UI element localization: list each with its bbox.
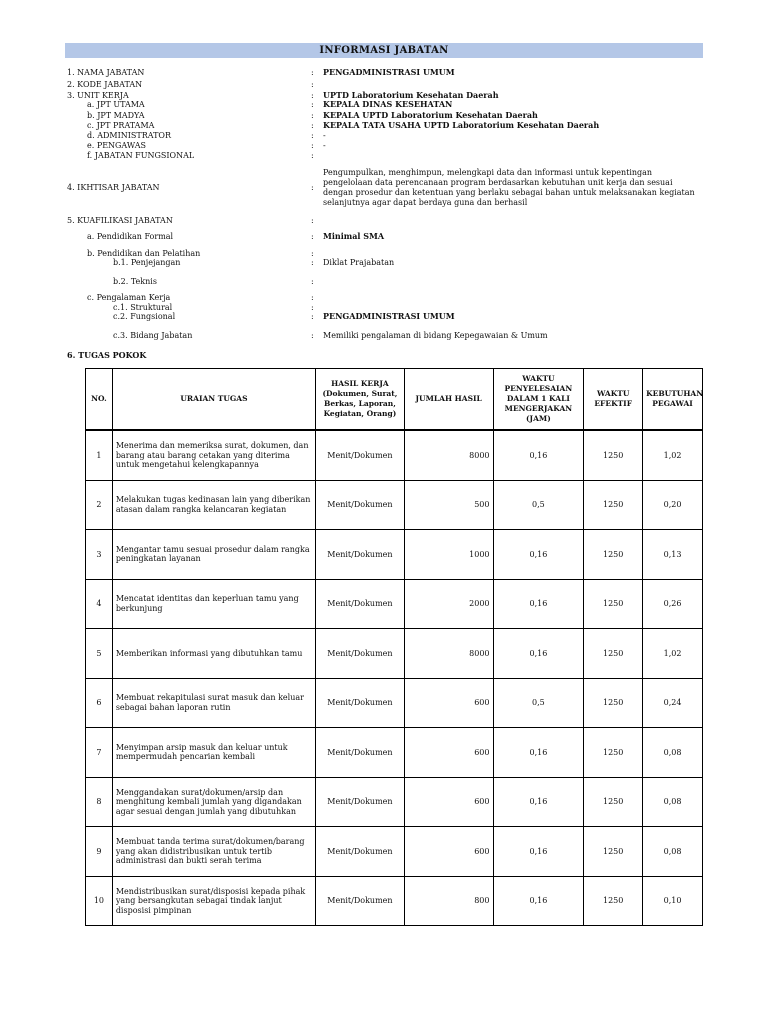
- value-pendidikan-formal: Minimal SMA: [323, 231, 385, 241]
- colon: :: [311, 141, 314, 150]
- cell-jumlah: 8000: [404, 430, 493, 480]
- cell-uraian: Melakukan tugas kedinasan lain yang diberikan atasan dalam rangka kelancaran kegiatan: [112, 480, 315, 530]
- colon: :: [311, 183, 314, 192]
- table-header-row: [86, 369, 703, 431]
- cell-kebutuhan: 0,08: [643, 827, 703, 877]
- cell-hasil: Menit/Dokumen: [316, 678, 405, 728]
- value-jpt-pratama: KEPALA TATA USAHA UPTD Laboratorium Kesehatan Daerah: [323, 120, 600, 130]
- tugas-pokok-heading: 6. TUGAS POKOK: [67, 350, 147, 360]
- cell-waktu: 0,16: [493, 777, 584, 827]
- colon: :: [311, 131, 314, 140]
- cell-waktu: 0,5: [493, 480, 584, 530]
- column-header: HASIL KERJA (Dokumen, Surat, Berkas, Laporan, Kegiatan, Orang): [316, 369, 405, 431]
- value-nama-jabatan: PENGADMINISTRASI UMUM: [323, 67, 455, 77]
- colon: :: [311, 232, 314, 241]
- colon: :: [311, 293, 314, 302]
- cell-waktu: 0,16: [493, 876, 584, 926]
- cell-uraian: Mendistribusikan surat/disposisi kepada pihak yang bersangkutan sebagai tindak lanjut disposisi pimpinan: [112, 876, 315, 926]
- cell-efektif: 1250: [584, 876, 643, 926]
- colon: :: [311, 216, 314, 225]
- cell-kebutuhan: 0,26: [643, 579, 703, 629]
- cell-waktu: 0,16: [493, 629, 584, 679]
- cell-jumlah: 1000: [404, 530, 493, 580]
- cell-jumlah: 600: [404, 777, 493, 827]
- cell-waktu: 0,16: [493, 827, 584, 877]
- cell-efektif: 1250: [584, 430, 643, 480]
- table-row: [86, 430, 703, 480]
- info-section: [0, 0, 768, 360]
- cell-hasil: Menit/Dokumen: [316, 480, 405, 530]
- cell-kebutuhan: 0,08: [643, 777, 703, 827]
- cell-uraian: Membuat rekapitulasi surat masuk dan keluar sebagai bahan laporan rutin: [112, 678, 315, 728]
- value-bidang-jabatan: Memiliki pengalaman di bidang Kepegawaian & Umum: [323, 331, 548, 340]
- cell-hasil: Menit/Dokumen: [316, 827, 405, 877]
- label-pendidikan-formal: a. Pendidikan Formal: [87, 232, 174, 241]
- value-penjejangan: Diklat Prajabatan: [323, 258, 395, 267]
- label-unit-kerja: 3. UNIT KERJA: [67, 91, 129, 100]
- colon: :: [311, 121, 314, 130]
- column-header: KEBUTUHAN PEGAWAI: [643, 369, 703, 431]
- cell-jumlah: 600: [404, 678, 493, 728]
- cell-uraian: Mencatat identitas dan keperluan tamu yang berkunjung: [112, 579, 315, 629]
- cell-jumlah: 600: [404, 728, 493, 778]
- colon: :: [311, 68, 314, 77]
- value-unit-kerja: UPTD Laboratorium Kesehatan Daerah: [323, 90, 499, 100]
- label-pengawas: e. PENGAWAS: [87, 141, 146, 150]
- cell-kebutuhan: 1,02: [643, 430, 703, 480]
- value-administrator: -: [323, 131, 326, 140]
- cell-hasil: Menit/Dokumen: [316, 530, 405, 580]
- label-teknis: b.2. Teknis: [113, 277, 157, 286]
- cell-uraian: Menyimpan arsip masuk dan keluar untuk mempermudah pencarian kembali: [112, 728, 315, 778]
- label-fungsional: c.2. Fungsional: [113, 312, 176, 321]
- colon: :: [311, 312, 314, 321]
- cell-efektif: 1250: [584, 579, 643, 629]
- cell-jumlah: 600: [404, 827, 493, 877]
- cell-efektif: 1250: [584, 530, 643, 580]
- value-pengawas: -: [323, 141, 326, 150]
- cell-no: 9: [86, 827, 113, 877]
- label-pendidikan-pelatihan: b. Pendidikan dan Pelatihan: [87, 249, 201, 258]
- table-row: [86, 530, 703, 580]
- label-nama-jabatan: 1. NAMA JABATAN: [67, 68, 145, 77]
- colon: :: [311, 151, 314, 160]
- table-row: [86, 678, 703, 728]
- cell-hasil: Menit/Dokumen: [316, 629, 405, 679]
- cell-kebutuhan: 0,08: [643, 728, 703, 778]
- cell-waktu: 0,16: [493, 579, 584, 629]
- cell-kebutuhan: 0,13: [643, 530, 703, 580]
- cell-jumlah: 500: [404, 480, 493, 530]
- colon: :: [311, 249, 314, 258]
- label-bidang-jabatan: c.3. Bidang Jabatan: [113, 331, 193, 340]
- cell-hasil: Menit/Dokumen: [316, 430, 405, 480]
- cell-uraian: Menggandakan surat/dokumen/arsip dan menghitung kembali jumlah yang digandakan agar sesuai dengan jumlah yang dibutuhkan: [112, 777, 315, 827]
- colon: :: [311, 277, 314, 286]
- table-row: [86, 777, 703, 827]
- cell-kebutuhan: 0,10: [643, 876, 703, 926]
- value-jpt-madya: KEPALA UPTD Laboratorium Kesehatan Daerah: [323, 110, 538, 120]
- column-header: URAIAN TUGAS: [112, 369, 315, 431]
- label-administrator: d. ADMINISTRATOR: [87, 131, 172, 140]
- cell-uraian: Menerima dan memeriksa surat, dokumen, dan barang atau barang cetakan yang diterima untuk mengetahui kelengkapannya: [112, 430, 315, 480]
- table-row: [86, 480, 703, 530]
- cell-kebutuhan: 0,20: [643, 480, 703, 530]
- cell-no: 7: [86, 728, 113, 778]
- table-row: [86, 876, 703, 926]
- cell-hasil: Menit/Dokumen: [316, 777, 405, 827]
- table-row: [86, 728, 703, 778]
- label-kode-jabatan: 2. KODE JABATAN: [67, 80, 143, 89]
- label-jpt-madya: b. JPT MADYA: [87, 111, 145, 120]
- colon: :: [311, 331, 314, 340]
- cell-uraian: Mengantar tamu sesuai prosedur dalam rangka peningkatan layanan: [112, 530, 315, 580]
- cell-waktu: 0,16: [493, 530, 584, 580]
- colon: :: [311, 80, 314, 89]
- cell-no: 3: [86, 530, 113, 580]
- cell-hasil: Menit/Dokumen: [316, 579, 405, 629]
- table-row: [86, 629, 703, 679]
- label-struktural: c.1. Struktural: [113, 303, 173, 312]
- cell-efektif: 1250: [584, 629, 643, 679]
- label-jabatan-fungsional: f. JABATAN FUNGSIONAL: [87, 151, 195, 160]
- label-pengalaman-kerja: c. Pengalaman Kerja: [87, 293, 171, 302]
- cell-efektif: 1250: [584, 777, 643, 827]
- colon: :: [311, 91, 314, 100]
- cell-waktu: 0,16: [493, 728, 584, 778]
- tugas-pokok-table: [85, 368, 703, 926]
- cell-no: 10: [86, 876, 113, 926]
- label-jpt-pratama: c. JPT PRATAMA: [87, 121, 155, 130]
- cell-efektif: 1250: [584, 480, 643, 530]
- cell-uraian: Memberikan informasi yang dibutuhkan tamu: [112, 629, 315, 679]
- cell-jumlah: 800: [404, 876, 493, 926]
- cell-no: 1: [86, 430, 113, 480]
- cell-no: 4: [86, 579, 113, 629]
- colon: :: [311, 111, 314, 120]
- colon: :: [311, 303, 314, 312]
- cell-no: 5: [86, 629, 113, 679]
- cell-no: 8: [86, 777, 113, 827]
- value-ikhtisar: Pengumpulkan, menghimpun, melengkapi data dan informasi untuk kepentingan pengelolaan data perencanaan program berdasarkan kebutuhan unit kerja dan sesuai dengan prosedur dan ketentuan yang berlaku sebagai bahan untuk melaksanakan kegiatan selanjutnya agar dapat berdaya guna dan berhasil: [323, 168, 695, 207]
- label-penjejangan: b.1. Penjejangan: [113, 258, 181, 267]
- table-row: [86, 579, 703, 629]
- document-title: INFORMASI JABATAN: [65, 43, 703, 58]
- cell-efektif: 1250: [584, 827, 643, 877]
- cell-hasil: Menit/Dokumen: [316, 728, 405, 778]
- cell-waktu: 0,16: [493, 430, 584, 480]
- column-header: NO.: [86, 369, 113, 431]
- cell-waktu: 0,5: [493, 678, 584, 728]
- table-row: [86, 827, 703, 877]
- colon: :: [311, 258, 314, 267]
- cell-uraian: Membuat tanda terima surat/dokumen/barang yang akan didistribusikan untuk tertib administrasi dan bukti serah terima: [112, 827, 315, 877]
- cell-no: 2: [86, 480, 113, 530]
- colon: :: [311, 100, 314, 109]
- cell-kebutuhan: 0,24: [643, 678, 703, 728]
- cell-efektif: 1250: [584, 728, 643, 778]
- cell-no: 6: [86, 678, 113, 728]
- cell-hasil: Menit/Dokumen: [316, 876, 405, 926]
- column-header: WAKTU EFEKTIF: [584, 369, 643, 431]
- label-kualifikasi: 5. KUAFILIKASI JABATAN: [67, 216, 173, 225]
- column-header: WAKTU PENYELESAIAN DALAM 1 KALI MENGERJAKAN (JAM): [493, 369, 584, 431]
- column-header: JUMLAH HASIL: [404, 369, 493, 431]
- cell-jumlah: 2000: [404, 579, 493, 629]
- value-fungsional: PENGADMINISTRASI UMUM: [323, 311, 455, 321]
- cell-kebutuhan: 1,02: [643, 629, 703, 679]
- label-jpt-utama: a. JPT UTAMA: [87, 100, 145, 109]
- cell-jumlah: 8000: [404, 629, 493, 679]
- value-jpt-utama: KEPALA DINAS KESEHATAN: [323, 99, 453, 109]
- label-ikhtisar: 4. IKHTISAR JABATAN: [67, 183, 160, 192]
- cell-efektif: 1250: [584, 678, 643, 728]
